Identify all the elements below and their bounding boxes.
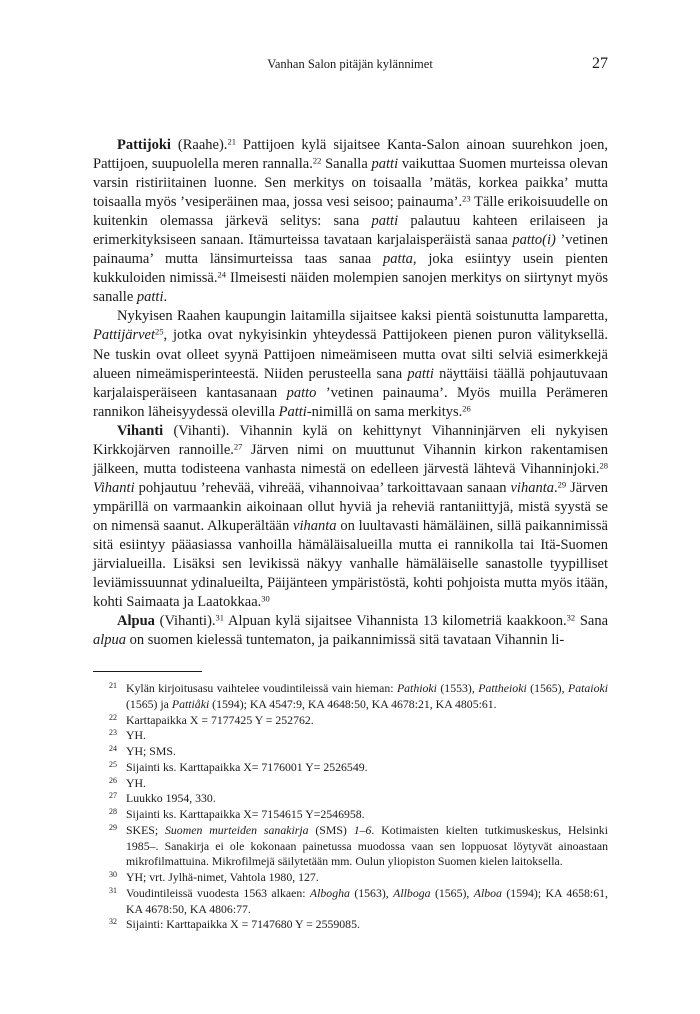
footnote: [93, 713, 608, 729]
paragraph: [93, 422, 608, 612]
italic-term: patti: [407, 365, 434, 382]
footnote: [93, 744, 608, 760]
page-number: 27: [592, 55, 608, 72]
footnote-number: 27: [109, 791, 117, 801]
paragraph: [93, 612, 608, 650]
footnote-number: 24: [109, 744, 117, 753]
footnote-text: [117, 791, 608, 807]
italic-term: patti: [371, 156, 399, 173]
text-run: pohjautuu ’rehevää, vihreää, vihannoivaa’ tarkoittavaan sanaan: [134, 479, 511, 496]
text-run: (Vihanti).: [154, 613, 216, 630]
text-run: (SMS): [308, 822, 354, 837]
place-name-heading: Vihanti: [117, 422, 164, 439]
footnote: [93, 728, 608, 744]
footnote-separator: [93, 671, 202, 672]
place-name-heading: Pattijoki: [117, 137, 171, 153]
text-run: Kylän kirjoitusasu vaihtelee voudintileissä vain hieman:: [126, 681, 397, 695]
text-run: (1553),: [436, 681, 479, 695]
text-run: Ilmeisesti näiden molempien sanojen merkitys on siirtynyt myös sanalle: [93, 270, 608, 306]
text-run: Karttapaikka X = 7177425 Y = 252762.: [126, 712, 314, 727]
body-text: [93, 136, 608, 650]
text-run: Sijainti: Karttapaikka X = 7147680 Y = 2559085.: [126, 917, 360, 932]
footnote-number: 25: [109, 759, 117, 769]
footnote-text: [117, 870, 608, 886]
footnote-number: 23: [109, 728, 117, 738]
text-run: (1594); KA 4658:61, KA 4678:50, KA 4806:77.: [126, 885, 608, 916]
footnote-number: 31: [109, 885, 117, 895]
text-run: (1565),: [526, 681, 569, 695]
italic-term: Vihanti: [93, 479, 135, 496]
footnote-text: [117, 886, 608, 918]
footnote: [93, 886, 608, 918]
footnote-text: [117, 713, 608, 729]
italic-term: Patti: [278, 403, 307, 420]
footnote-ref: 32: [566, 612, 576, 623]
italic-term: patti: [371, 213, 399, 230]
italic-term: patta: [383, 251, 413, 268]
text-run: .: [163, 289, 168, 306]
text-run: . Kotimaisten kielten tutkimuskeskus, Helsinki 1985–. Sanakirja ei ole kokonaan painetussa muodossa vaan sen loppuosat löytyvät ainoastaan mikrofilmattuina. Mikrofilmejä säilytetään mm. Oulun yliopiston Suomen kielen laitoksella.: [126, 822, 608, 869]
text-run: (1565),: [430, 885, 474, 900]
text-run: .: [554, 479, 558, 496]
footnote-number: 30: [109, 870, 117, 879]
italic-term: patto(i): [512, 232, 556, 249]
footnotes: [93, 681, 608, 933]
italic-term: vihanta: [510, 479, 554, 496]
text-run: YH; vrt. Jylhä-nimet, Vahtola 1980, 127.: [126, 870, 319, 884]
footnote-number: 22: [109, 712, 117, 722]
footnote-text: [117, 760, 608, 776]
italic-term: Pattijärvet: [93, 327, 156, 344]
italic-term: patti: [136, 289, 164, 306]
footnote-ref: 28: [599, 460, 608, 471]
text-run: Pattijoen kylä sijaitsee Kanta-Salon ainoan suurehkon joen, Pattijoen, suupuolella meren rannalla.: [93, 137, 608, 173]
text-run: Luukko 1954, 330.: [126, 791, 216, 806]
italic-term: Albogha: [309, 885, 350, 900]
footnote-number: 26: [109, 775, 117, 785]
text-run: vaikuttaa Suomen murteissa olevan varsin ristiriitainen luonne. Sen merkitys on toisaalla ’mätäs, korkea paikka’ mutta toisaalla myös ’vesiperäinen maa, jossa vesi seisoo; painauma’.: [93, 156, 608, 211]
footnote: [93, 807, 608, 823]
footnote-ref: 23: [462, 193, 471, 204]
footnote: [93, 823, 608, 870]
text-run: Sijainti ks. Karttapaikka X= 7176001 Y= 2526549.: [126, 759, 368, 774]
footnote-number: 28: [109, 807, 117, 816]
footnote-number: 32: [109, 917, 117, 927]
footnote-number: 21: [109, 681, 117, 690]
text-run: Järven nimi on muuttunut Vihannin kirkon rakentamisen jälkeen, mutta todisteena vanhasta nimestä on edelleen järvestä lähtevä Vihanninjoki.: [93, 441, 608, 477]
footnote: [93, 681, 608, 713]
footnote-ref: 25: [155, 326, 164, 337]
italic-term: Allboga: [393, 885, 431, 900]
text-run: YH.: [126, 728, 146, 743]
italic-term: Alboa: [473, 885, 502, 900]
text-run: Sana: [575, 613, 609, 630]
footnote-ref: 27: [233, 441, 243, 452]
text-run: ’vetinen painauma’ mutta länsimurteissa taas sanaa: [93, 232, 608, 268]
footnote-text: [117, 917, 608, 933]
footnote-ref: 21: [227, 136, 236, 147]
text-run: SKES;: [126, 822, 165, 837]
footnote: [93, 917, 608, 933]
footnote: [93, 776, 608, 792]
footnote-number: 29: [109, 822, 117, 832]
footnote-text: [117, 807, 608, 823]
italic-term: vihanta: [293, 517, 337, 534]
text-run: , joka esiintyy usein pienten kukkuloiden nimissä.: [93, 251, 609, 287]
text-run: Voudintileissä vuodesta 1563 alkaen:: [126, 885, 310, 900]
text-run: ’vetinen painauma’. Myös muilla Perämeren rannikon läheisyydessä olevilla: [93, 384, 608, 420]
italic-term: Pataioki: [568, 681, 608, 695]
footnote-ref: 24: [217, 269, 226, 280]
italic-term: Suomen murteiden sanakirja: [165, 822, 309, 837]
italic-term: patto: [286, 384, 317, 401]
italic-term: Pattheioki: [478, 681, 527, 695]
text-run: (1594); KA 4547:9, KA 4648:50, KA 4678:21, KA 4805:61.: [209, 696, 497, 711]
footnote-ref: 26: [462, 402, 471, 413]
text-run: Nykyisen Raahen kaupungin laitamilla sijaitsee kaksi pientä soistunutta lamparetta,: [117, 308, 608, 325]
paragraph: [93, 136, 608, 307]
paragraph: [93, 307, 608, 421]
text-run: Tälle erikoisuudelle on kuitenkin olemassa järkevä selitys: sana: [93, 194, 608, 230]
text-run: -nimillä on sama merkitys.: [306, 403, 463, 420]
footnote: [93, 760, 608, 776]
text-run: näyttäisi täällä pohjautuvaan karjalaisperäiseen kantasanaan: [93, 365, 608, 401]
running-title: Vanhan Salon pitäjän kylännimet: [267, 57, 433, 71]
text-run: YH.: [126, 775, 146, 790]
footnote-ref: 30: [261, 593, 270, 604]
footnote-ref: 29: [557, 479, 567, 490]
footnote: [93, 870, 608, 886]
text-run: Järven ympärillä on varmaankin aikoinaan ollut hyviä ja reheviä rantaniittyjä, mistä syystä se on nimensä saanut. Alkuperältään: [93, 479, 609, 534]
text-run: Sijainti ks. Karttapaikka X= 7154615 Y=2546958.: [126, 807, 365, 821]
footnote-ref: 22: [312, 155, 322, 166]
text-run: on suomen kielessä tuntematon, ja paikannimissä sitä tavataan Vihannin li-: [126, 632, 565, 649]
text-run: Sanalla: [321, 156, 372, 173]
footnote-text: [117, 823, 608, 870]
text-run: (1563),: [349, 885, 394, 900]
text-run: Alpuan kylä sijaitsee Vihannista 13 kilometriä kaakkoon.: [224, 613, 567, 630]
italic-term: Pathioki: [396, 681, 437, 695]
text-run: palautuu kahteen erilaiseen ja erimerkityksiseen sanaan. Itämurteissa tavataan karjalaisperäistä sanaa: [93, 213, 608, 249]
place-name-heading: Alpua: [117, 613, 155, 630]
footnote: [93, 791, 608, 807]
text-run: , jotka ovat nykyisinkin yhteydessä Pattijokeen pienen puron välityksellä. Ne tuskin ovat olleet syynä Pattijoen nimeämiseen mutta ovat silti selviä esimerkkejä alueen nimeämisperinteestä. Niiden perusteella sana: [93, 327, 608, 382]
text-run: on luultavasti hämäläinen, sillä paikannimissä sitä esiintyy pääasiassa vanhoilla hämäläisalueilla mutta ei rannikolla tai Itä-Suomen järvialueilla. Lisäksi sen levikissä näkyy vanhalle hämäläiselle sanastolle tyypilliset leviämissuunnat ydinalueilta, Päijänteen ympäristöstä, kohti pohjoista mutta myös itään, kohti Saimaata ja Laatokkaa.: [93, 517, 608, 611]
italic-term: Pattiåki: [171, 696, 210, 711]
text-run: (Raahe).: [170, 137, 228, 153]
text-run: (Vihanti). Vihannin kylä on kehittynyt Vihanninjärven eli nykyisen Kirkkojärven rannoille.: [93, 422, 608, 458]
italic-term: 1–6: [353, 822, 372, 837]
text-run: YH; SMS.: [126, 744, 176, 758]
text-run: (1565) ja: [126, 696, 172, 711]
italic-term: alpua: [93, 632, 127, 649]
footnote-text: [117, 681, 608, 713]
footnote-ref: 31: [215, 612, 225, 623]
footnote-text: [117, 744, 608, 760]
footnote-text: [117, 776, 608, 792]
footnote-text: [117, 728, 608, 744]
